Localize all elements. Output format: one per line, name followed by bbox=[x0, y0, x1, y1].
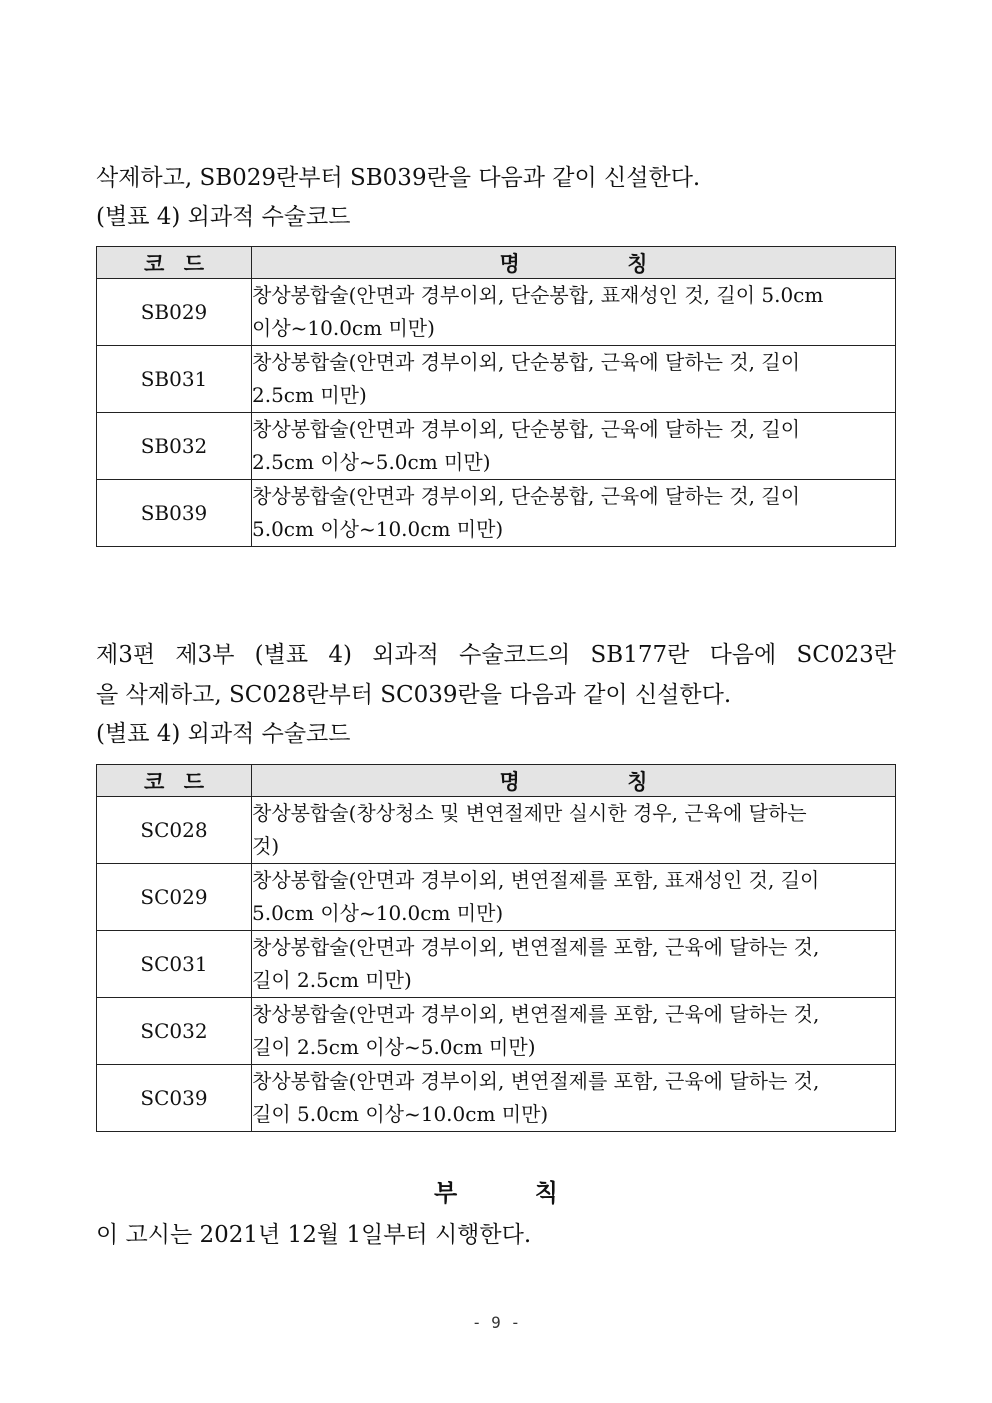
name-cell: 창상봉합술(안면과 경부이외, 변연절제를 포함, 근육에 달하는 것, 길이 5.0cm 이상~10.0cm 미만) bbox=[252, 1065, 896, 1132]
code-cell: SB039 bbox=[97, 480, 252, 547]
header-name: 명 칭 bbox=[252, 247, 896, 279]
table-header-row bbox=[97, 765, 896, 797]
name-cell: 창상봉합술(안면과 경부이외, 변연절제를 포함, 근육에 달하는 것, 길이 2.5cm 미만) bbox=[252, 931, 896, 998]
name-cell: 창상봉합술(창상청소 및 변연절제만 실시한 경우, 근육에 달하는 것) bbox=[252, 797, 896, 864]
code-cell: SC032 bbox=[97, 998, 252, 1065]
table-caption: (별표 4) 외과적 수술코드 bbox=[96, 721, 351, 747]
code-cell: SB031 bbox=[97, 346, 252, 413]
table-caption: (별표 4) 외과적 수술코드 bbox=[96, 204, 351, 230]
table-row bbox=[97, 797, 896, 864]
paragraph-line-1: 제3편 제3부 (별표 4) 외과적 수술코드의 SB177란 다음에 SC023란 bbox=[96, 642, 896, 668]
surgery-code-table-sb bbox=[96, 246, 896, 547]
table-row bbox=[97, 1065, 896, 1132]
name-cell: 창상봉합술(안면과 경부이외, 단순봉합, 근육에 달하는 것, 길이 5.0cm 이상~10.0cm 미만) bbox=[252, 480, 896, 547]
name-cell: 창상봉합술(안면과 경부이외, 단순봉합, 표재성인 것, 길이 5.0cm 이상~10.0cm 미만) bbox=[252, 279, 896, 346]
table-row bbox=[97, 864, 896, 931]
supplementary-text: 이 고시는 2021년 12월 1일부터 시행한다. bbox=[96, 1222, 532, 1248]
name-cell: 창상봉합술(안면과 경부이외, 단순봉합, 근육에 달하는 것, 길이 2.5cm 미만) bbox=[252, 346, 896, 413]
table-row bbox=[97, 998, 896, 1065]
table-row bbox=[97, 413, 896, 480]
code-cell: SC029 bbox=[97, 864, 252, 931]
page-number: - 9 - bbox=[471, 1313, 521, 1332]
code-cell: SB032 bbox=[97, 413, 252, 480]
header-code: 코 드 bbox=[97, 765, 252, 797]
table-row bbox=[97, 279, 896, 346]
code-cell: SC039 bbox=[97, 1065, 252, 1132]
supplementary-heading: 부 칙 bbox=[434, 1178, 558, 1207]
code-cell: SC031 bbox=[97, 931, 252, 998]
surgery-code-table-sc bbox=[96, 764, 896, 1132]
table-header-row bbox=[97, 247, 896, 279]
name-cell: 창상봉합술(안면과 경부이외, 변연절제를 포함, 근육에 달하는 것, 길이 2.5cm 이상~5.0cm 미만) bbox=[252, 998, 896, 1065]
table-row bbox=[97, 931, 896, 998]
code-cell: SB029 bbox=[97, 279, 252, 346]
name-cell: 창상봉합술(안면과 경부이외, 변연절제를 포함, 표재성인 것, 길이 5.0cm 이상~10.0cm 미만) bbox=[252, 864, 896, 931]
name-cell: 창상봉합술(안면과 경부이외, 단순봉합, 근육에 달하는 것, 길이 2.5cm 이상~5.0cm 미만) bbox=[252, 413, 896, 480]
table-row bbox=[97, 480, 896, 547]
header-name: 명 칭 bbox=[252, 765, 896, 797]
paragraph-line-2: 을 삭제하고, SC028란부터 SC039란을 다음과 같이 신설한다. bbox=[96, 682, 732, 708]
code-cell: SC028 bbox=[97, 797, 252, 864]
intro-line: 삭제하고, SB029란부터 SB039란을 다음과 같이 신설한다. bbox=[96, 165, 701, 191]
table-row bbox=[97, 346, 896, 413]
header-code: 코 드 bbox=[97, 247, 252, 279]
